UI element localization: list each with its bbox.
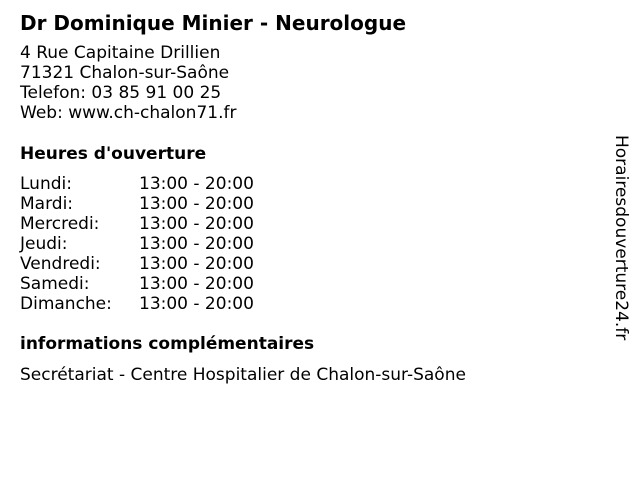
hours-row-sunday <box>20 294 254 314</box>
hours-heading: Heures d'ouverture <box>20 144 207 164</box>
day-label: Jeudi: <box>20 234 68 254</box>
day-label: Vendredi: <box>20 254 101 274</box>
hours-row-wednesday <box>20 214 254 234</box>
address-street: 4 Rue Capitaine Drillien <box>20 43 221 63</box>
day-label: Samedi: <box>20 274 90 294</box>
time-range: 13:00 - 20:00 <box>139 294 254 314</box>
time-range: 13:00 - 20:00 <box>139 254 254 274</box>
website: Web: www.ch-chalon71.fr <box>20 103 237 123</box>
day-label: Lundi: <box>20 174 72 194</box>
hours-row-friday <box>20 254 254 274</box>
site-watermark: Horairesdouverture24.fr <box>611 135 631 341</box>
hours-row-saturday <box>20 274 254 294</box>
day-label: Mardi: <box>20 194 74 214</box>
day-label: Dimanche: <box>20 294 112 314</box>
day-label: Mercredi: <box>20 214 100 234</box>
time-range: 13:00 - 20:00 <box>139 214 254 234</box>
time-range: 13:00 - 20:00 <box>139 194 254 214</box>
time-range: 13:00 - 20:00 <box>139 274 254 294</box>
address-city: 71321 Chalon-sur-Saône <box>20 63 230 83</box>
info-text: Secrétariat - Centre Hospitalier de Chalon-sur-Saône <box>20 365 466 385</box>
page-title: Dr Dominique Minier - Neurologue <box>20 11 407 35</box>
hours-row-tuesday <box>20 194 254 214</box>
hours-row-thursday <box>20 234 254 254</box>
time-range: 13:00 - 20:00 <box>139 234 254 254</box>
hours-list <box>20 174 254 314</box>
phone-number: Telefon: 03 85 91 00 25 <box>20 83 222 103</box>
info-heading: informations complémentaires <box>20 334 315 354</box>
contact-block <box>20 43 236 123</box>
hours-row-monday <box>20 174 254 194</box>
time-range: 13:00 - 20:00 <box>139 174 254 194</box>
